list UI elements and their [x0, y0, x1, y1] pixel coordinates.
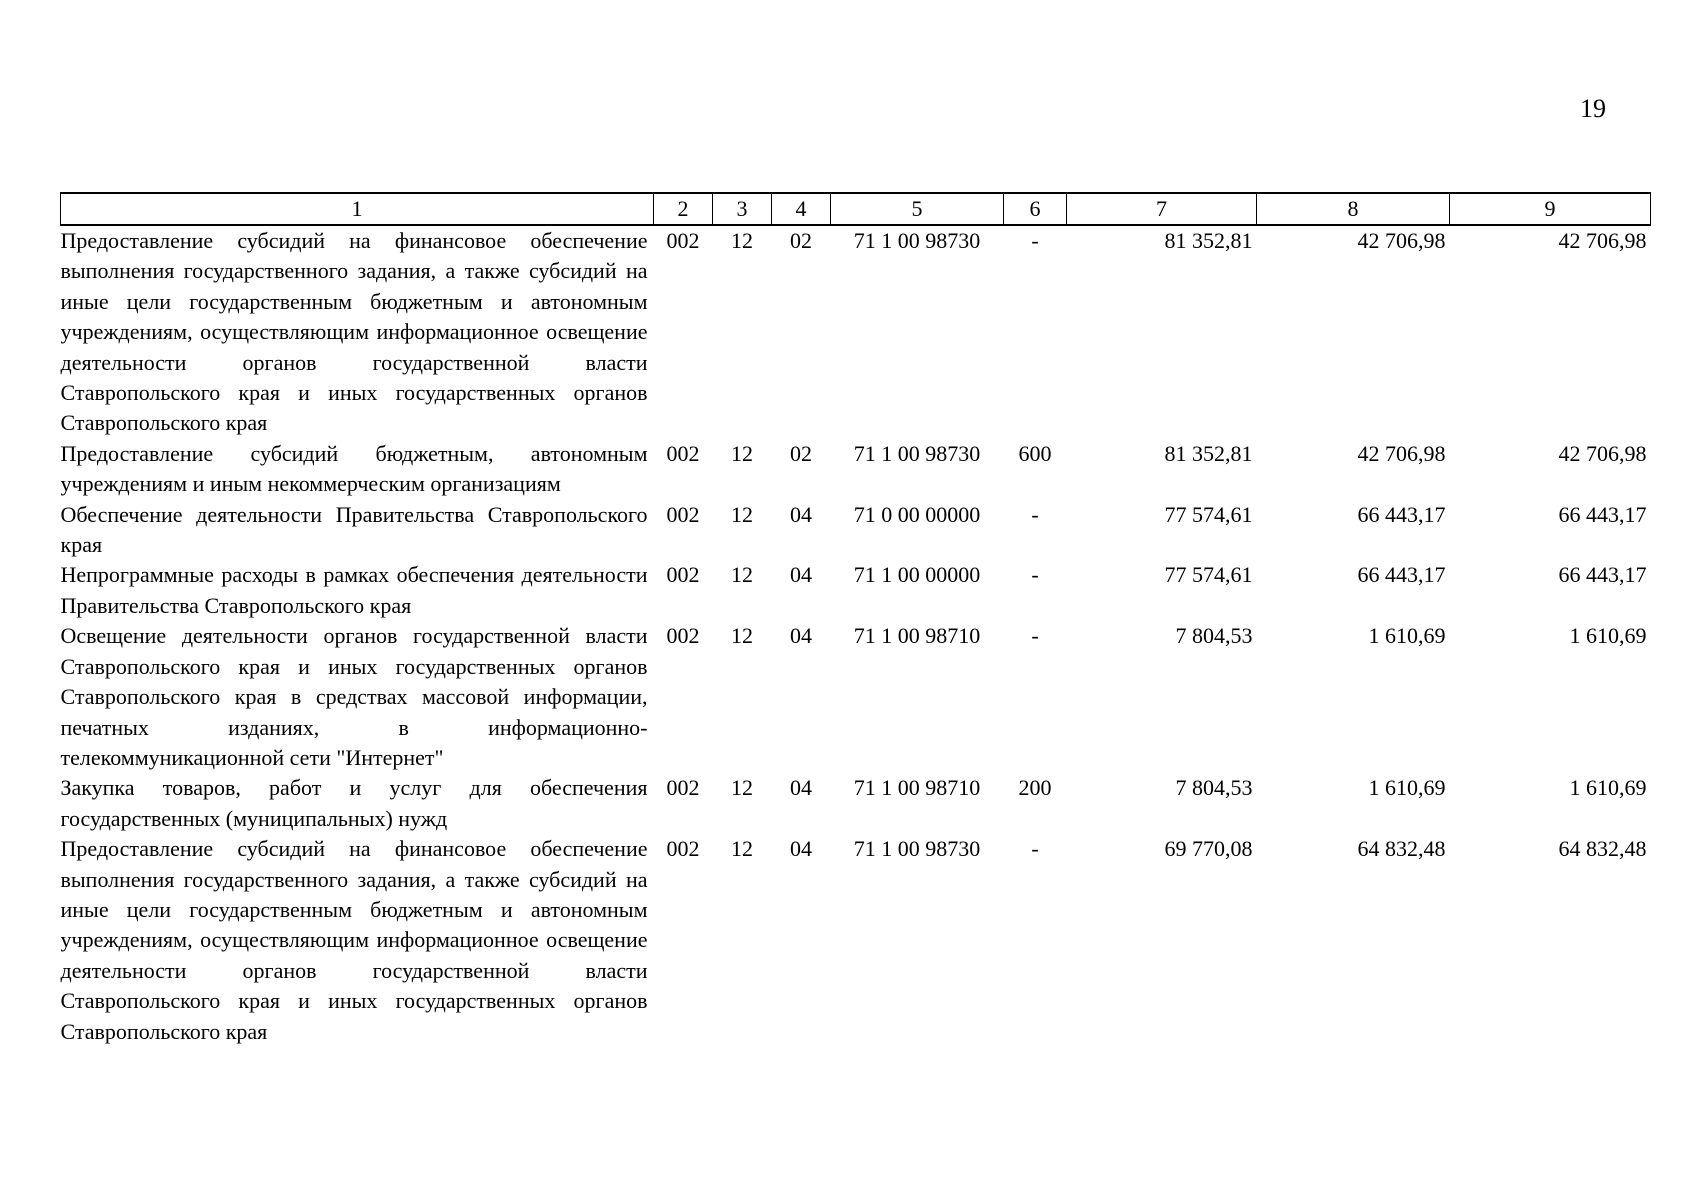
cell-amount-9: 66 443,17 [1558, 501, 1647, 527]
table-row [61, 773, 1651, 834]
cell-subsection: 04 [790, 562, 812, 588]
cell-expense-type: - [1031, 501, 1039, 527]
cell-expense-type: - [1031, 228, 1039, 253]
cell-expense-type: - [1031, 562, 1039, 588]
cell-amount-7: 77 574,61 [1164, 562, 1253, 588]
column-header: 7 [1067, 193, 1257, 225]
cell-expense-type: 600 [1018, 440, 1052, 466]
row-name: Предоставление субсидий на финансовое обеспечение выполнения государственного задания, а также субсидий на иные цели государственным бюджетным и автономным учреждениям, осуществляющим информационное освещение деятельности органов государственной власти Ставропольского края и иных государственных органов Ставропольского края [60, 836, 648, 1044]
table-row [61, 225, 1651, 439]
column-header: 1 [61, 193, 654, 225]
column-header: 8 [1257, 193, 1450, 225]
cell-amount-9: 42 706,98 [1558, 228, 1647, 253]
cell-expense-type: - [1031, 836, 1039, 862]
cell-ministry-code: 002 [666, 440, 700, 466]
row-name: Обеспечение деятельности Правительства Ставропольского края [60, 501, 648, 558]
cell-amount-8: 1 610,69 [1368, 623, 1446, 649]
cell-ministry-code: 002 [666, 562, 700, 588]
cell-amount-8: 64 832,48 [1357, 836, 1446, 862]
cell-section: 12 [731, 228, 753, 253]
column-header: 5 [831, 193, 1004, 225]
cell-amount-9: 1 610,69 [1569, 775, 1647, 801]
row-name: Закупка товаров, работ и услуг для обеспечения государственных (муниципальных) нужд [60, 775, 648, 831]
column-header: 4 [772, 193, 831, 225]
cell-expense-type: 200 [1018, 775, 1052, 801]
cell-ministry-code: 002 [666, 228, 700, 253]
table-row [61, 560, 1651, 621]
cell-ministry-code: 002 [666, 623, 700, 649]
cell-target-article: 71 1 00 00000 [853, 562, 981, 588]
cell-section: 12 [731, 440, 753, 466]
cell-target-article: 71 1 00 98730 [853, 440, 981, 466]
budget-table [60, 192, 1651, 1047]
row-name: Освещение деятельности органов государственной власти Ставропольского края и иных государственных органов Ставропольского края в средствах массовой информации, печатных изданиях, в информационно-телекоммуникационной сети "Интернет" [60, 623, 648, 770]
cell-section: 12 [731, 836, 753, 862]
table-row [61, 439, 1651, 500]
cell-subsection: 04 [790, 501, 812, 527]
cell-amount-8: 42 706,98 [1357, 440, 1446, 466]
cell-amount-8: 66 443,17 [1357, 501, 1446, 527]
cell-amount-8: 1 610,69 [1368, 775, 1446, 801]
cell-amount-9: 42 706,98 [1558, 440, 1647, 466]
cell-target-article: 71 1 00 98730 [853, 836, 981, 862]
cell-target-article: 71 1 00 98710 [853, 775, 981, 801]
column-header: 9 [1450, 193, 1651, 225]
table-row [61, 500, 1651, 561]
page-number: 19 [1580, 94, 1606, 123]
cell-amount-9: 1 610,69 [1569, 623, 1647, 649]
cell-amount-8: 42 706,98 [1357, 228, 1446, 253]
cell-amount-9: 64 832,48 [1558, 836, 1647, 862]
cell-amount-7: 69 770,08 [1164, 836, 1253, 862]
cell-amount-7: 77 574,61 [1164, 501, 1253, 527]
row-name: Непрограммные расходы в рамках обеспечения деятельности Правительства Ставропольского края [60, 562, 648, 618]
row-name: Предоставление субсидий бюджетным, автономным учреждениям и иным некоммерческим организациям [60, 440, 648, 497]
row-name: Предоставление субсидий на финансовое обеспечение выполнения государственного задания, а также субсидий на иные цели государственным бюджетным и автономным учреждениям, осуществляющим информационное освещение деятельности органов государственной власти Ставропольского края и иных государственных органов Ставропольского края [60, 228, 648, 436]
cell-target-article: 71 1 00 98710 [853, 623, 981, 649]
cell-amount-8: 66 443,17 [1357, 562, 1446, 588]
column-header: 3 [713, 193, 772, 225]
table-row [61, 621, 1651, 773]
cell-ministry-code: 002 [666, 775, 700, 801]
cell-expense-type: - [1031, 623, 1039, 649]
cell-amount-7: 81 352,81 [1164, 228, 1253, 253]
cell-amount-7: 7 804,53 [1175, 775, 1253, 801]
table-row [61, 834, 1651, 1047]
cell-section: 12 [731, 623, 753, 649]
cell-target-article: 71 0 00 00000 [853, 501, 981, 527]
cell-subsection: 02 [790, 228, 812, 253]
cell-amount-7: 7 804,53 [1175, 623, 1253, 649]
cell-subsection: 04 [790, 775, 812, 801]
cell-ministry-code: 002 [666, 836, 700, 862]
column-header: 2 [654, 193, 713, 225]
cell-target-article: 71 1 00 98730 [853, 228, 981, 253]
column-header: 6 [1004, 193, 1067, 225]
cell-ministry-code: 002 [666, 501, 700, 527]
cell-amount-7: 81 352,81 [1164, 440, 1253, 466]
cell-subsection: 02 [790, 440, 812, 466]
cell-subsection: 04 [790, 836, 812, 862]
cell-section: 12 [731, 775, 753, 801]
cell-amount-9: 66 443,17 [1558, 562, 1647, 588]
cell-section: 12 [731, 501, 753, 527]
cell-subsection: 04 [790, 623, 812, 649]
cell-section: 12 [731, 562, 753, 588]
table-header-row [61, 193, 1651, 225]
